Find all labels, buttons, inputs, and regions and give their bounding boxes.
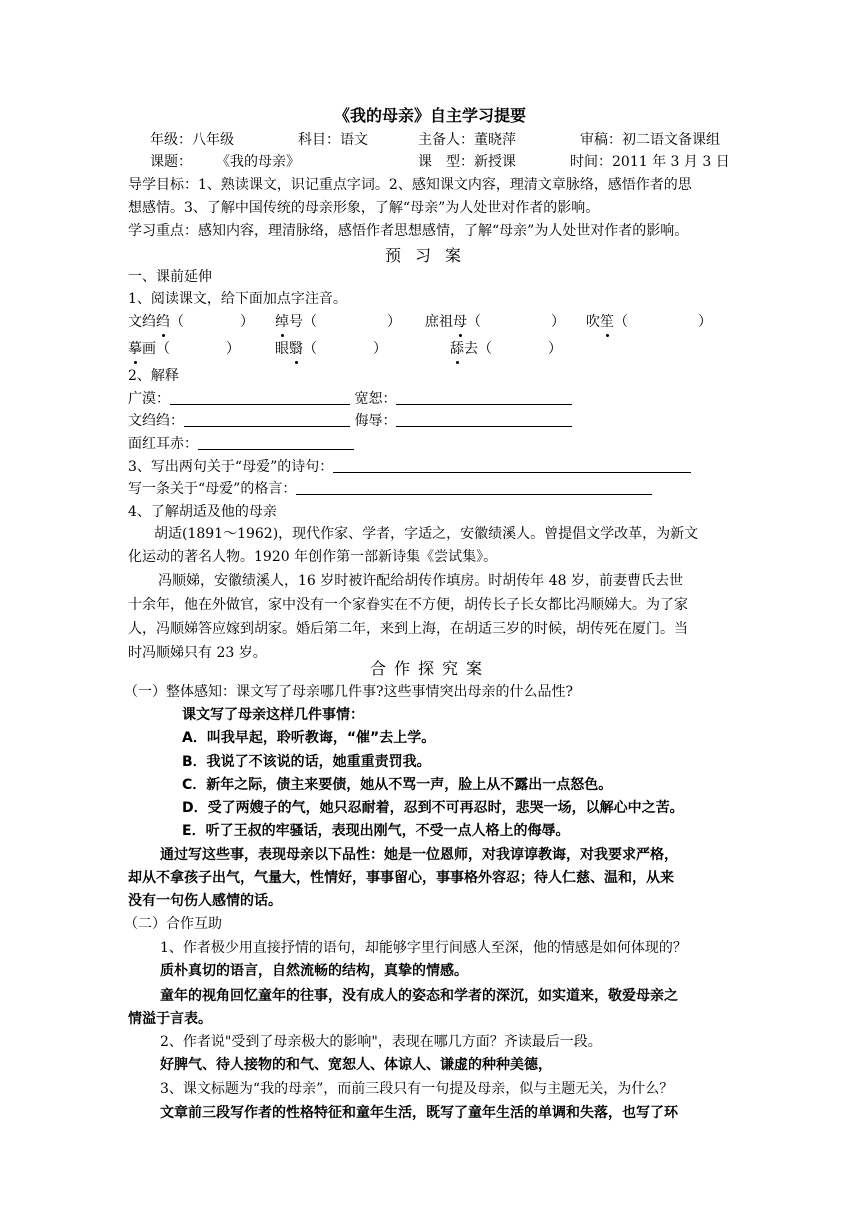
preview-heading: 预习案	[384, 246, 475, 265]
event-item: E．听了王叔的牢骚话，表现出刚气，不受一点人格上的侮辱。	[182, 823, 570, 839]
dotted-char: 翳	[289, 341, 303, 357]
q2-heading: 2、解释	[128, 368, 179, 384]
event-item: D．受了两嫂子的气，她只忍耐着，忍到不可再忍时，悲哭一场，以解心中之苦。	[182, 800, 684, 816]
preparer: 主备人：董晓萍	[418, 132, 516, 148]
summary-line: 通过写这些事，表现母亲以下品性：她是一位恩师，对我谆谆教诲，对我要求严格，	[160, 847, 678, 863]
date: 时间：2011 年 3 月 3 日	[570, 154, 730, 170]
pinyin-item: 吹笙（ ）	[586, 314, 712, 330]
pinyin-item: 眼翳（ ）	[275, 341, 387, 357]
answer-2: 好脾气、待人接物的和气、宽恕人、体谅人、谦虚的种种美德，	[160, 1057, 552, 1073]
mother-bio-line: 时冯顺娣只有 23 岁。	[128, 645, 267, 661]
coop-s1: （一）整体感知：课文写了母亲哪几件事?这些事情突出母亲的什么品性?	[124, 684, 574, 700]
subject: 科目：语文	[298, 132, 368, 148]
goals-line1: 导学目标：1、熟读课文，识记重点字词。2、感知课文内容，理清文章脉络，感悟作者的思	[128, 177, 692, 193]
reviewer: 审稿：初二语文备课组	[580, 132, 720, 148]
answer-1b: 童年的视角回忆童年的往事，没有成人的姿态和学者的深沉，如实道来，敬爱母亲之	[160, 988, 678, 1004]
topic: 《我的母亲》	[216, 154, 300, 170]
event-item: B．我说了不该说的话，她重重责罚我。	[182, 754, 431, 770]
pinyin-item: 摹画（ ）	[128, 341, 240, 357]
summary-line: 没有一句伤人感情的话。	[128, 893, 282, 909]
pinyin-item: 绰号（ ）	[275, 314, 401, 330]
explain-row: 广漠： 宽恕：	[128, 389, 572, 409]
event-item: C．新年之际，债主来要债，她从不骂一声，脸上从不露出一点怒色。	[182, 777, 613, 793]
pinyin-item: 文绉绉（ ）	[128, 314, 254, 330]
pinyin-item: 舔去（ ）	[450, 341, 562, 357]
lesson-type: 课 型：新授课	[418, 154, 516, 170]
grade: 年级：八年级	[150, 132, 234, 148]
q3a-line: 3、写出两句关于“母爱”的诗句：	[128, 457, 691, 477]
summary-line: 却从不拿孩子出气，气量大，性情好，事事留心，事事格外容忍；待人仁慈、温和，从来	[128, 870, 674, 886]
answer-1a: 质朴真切的语言，自然流畅的结构，真挚的情感。	[160, 963, 468, 979]
mother-bio-line: 十余年，他在外做官，家中没有一个家眷实在不方便，胡传长子长女都比冯顺娣大。为了家	[128, 597, 688, 613]
goals-line2: 想感情。3、了解中国传统的母亲形象，了解“母亲”为人处世对作者的影响。	[128, 200, 600, 216]
answer-3: 文章前三段写作者的性格特征和童年生活，既写了童年生活的单调和失落，也写了环	[160, 1105, 678, 1121]
coop-s2: （二）合作互助	[124, 916, 222, 932]
answer-1b: 情溢于言表。	[128, 1011, 212, 1027]
event-item: A．叫我早起，聆听教诲，“催”去上学。	[182, 730, 436, 746]
page-title: 《我的母亲》自主学习提要	[333, 106, 526, 125]
mother-bio-line: 人，冯顺娣答应嫁到胡家。婚后第二年，来到上海，在胡适三岁的时候，胡传死在厦门。当	[128, 621, 688, 637]
explain-row: 文绉绉： 侮辱：	[128, 411, 572, 431]
focus-line: 学习重点：感知内容，理清脉络，感悟作者思想感情，了解“母亲”为人处世对作者的影响。	[128, 223, 689, 239]
dotted-char: 舔	[450, 341, 464, 357]
coop-s1-intro: 课文写了母亲这样几件事情：	[182, 707, 364, 723]
question-2: 2、作者说"受到了母亲极大的影响"，表现在哪几方面？齐读最后一段。	[160, 1034, 602, 1050]
hu-bio-line: 胡适(1891～1962)，现代作家、学者，字适之，安徽绩溪人。曾提倡文学改革，为新文	[154, 526, 699, 542]
explain-row: 面红耳赤：	[128, 434, 354, 454]
q3b-line: 写一条关于“母爱”的格言：	[128, 479, 652, 499]
topic-label: 课题：	[150, 154, 192, 170]
coop-heading: 合作探究案	[369, 659, 490, 678]
dotted-char: 母	[453, 314, 467, 330]
question-3: 3、课文标题为“我的母亲”，而前三段只有一句提及母亲，似与主题无关，为什么？	[160, 1081, 674, 1097]
mother-bio-line: 冯顺娣，安徽绩溪人，16 岁时被许配给胡传作填房。时胡传年 48 岁，前妻曹氏去世	[158, 573, 683, 589]
pinyin-item: 庶祖母（ ）	[425, 314, 565, 330]
dotted-char: 笙	[600, 314, 614, 330]
dotted-char: 绰	[275, 314, 289, 330]
q1-heading: 1、阅读课文，给下面加点字注音。	[128, 291, 347, 307]
dotted-char: 摹	[128, 341, 142, 357]
hu-bio-line: 化运动的著名人物。1920 年创作第一部新诗集《尝试集》。	[128, 549, 498, 565]
dotted-char: 绉	[156, 314, 170, 330]
question-1: 1、作者极少用直接抒情的语句，却能够字里行间感人至深，他的情感是如何体现的？	[160, 940, 687, 956]
q4-heading: 4、了解胡适及他的母亲	[128, 504, 277, 520]
part1-heading: 一、课前延伸	[128, 269, 212, 285]
